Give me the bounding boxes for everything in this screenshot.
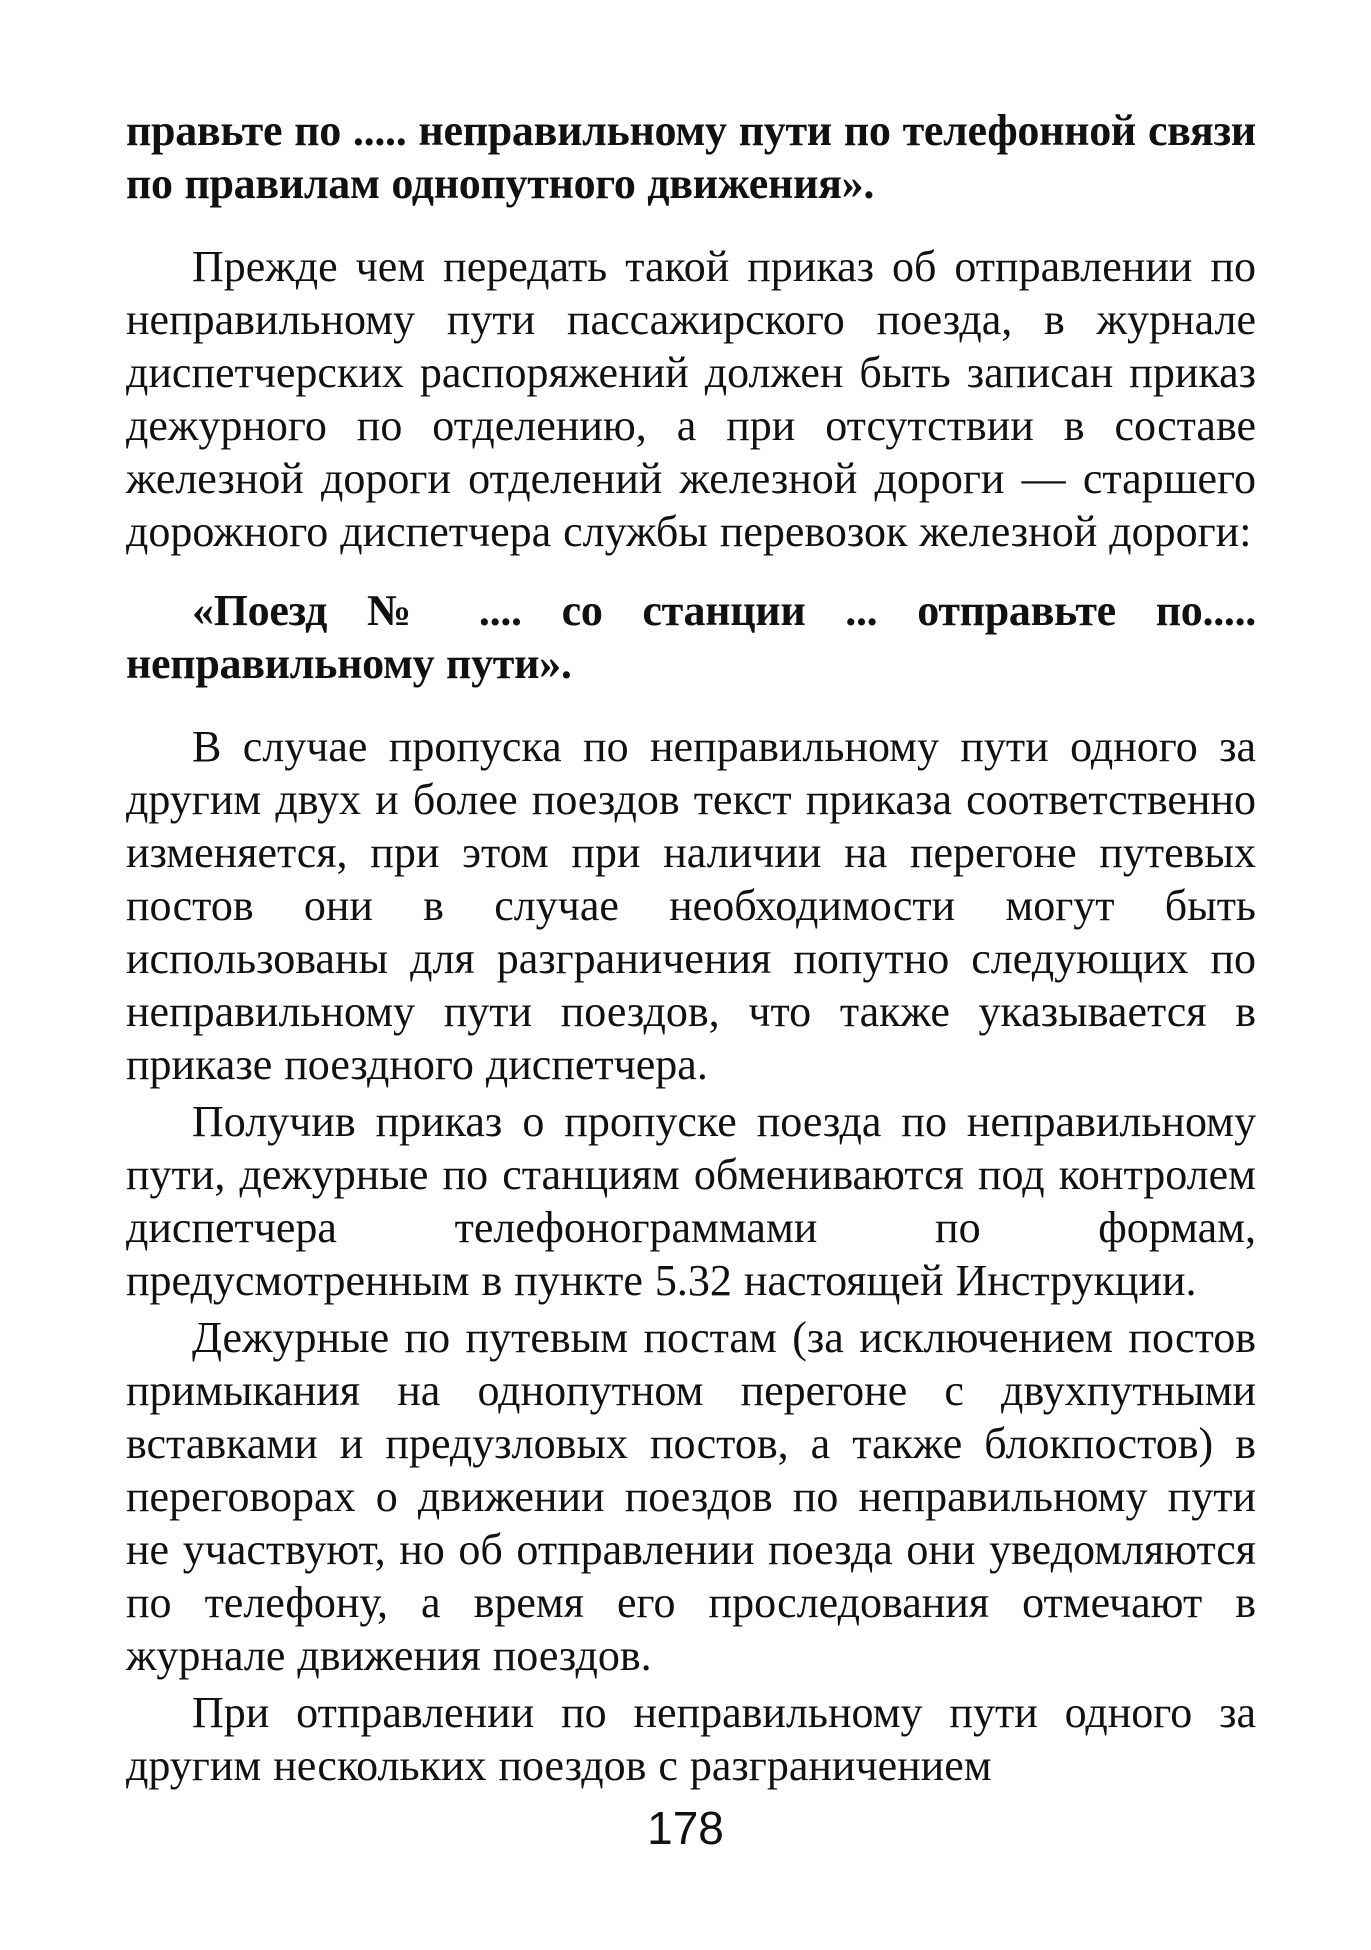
page-number: 178 bbox=[647, 1802, 724, 1854]
paragraph-telephonograms: Получив приказ о пропуске поезда по неправильному пути, дежурные по станциям обмениваются под контролем диспетчера телефонограммами по формам, предусмотренным в пункте 5.32 настоящей Инструкции. bbox=[126, 1097, 1256, 1305]
paragraph-prior-order: Прежде чем передать такой приказ об отправлении по неправильному пути пассажирского поезда, в журнале диспетчерских распоряжений должен быть записан приказ дежурного по отделению, а при отсутствии в составе железной дороги отделений железной дороги — старшего дорожного диспетчера службы перевозок железной дороги: bbox=[126, 242, 1256, 556]
paragraph-multiple-trains: В случае пропуска по неправильному пути одного за другим двух и более поездов текст приказа соответственно изменяется, при этом при наличии на перегоне путевых постов они в случае необходимости могут быть использованы для разграничения попутно следующих по неправильному пути поездов, что также указывается в приказе поездного диспетчера. bbox=[126, 722, 1256, 1089]
paragraph-track-posts: Дежурные по путевым постам (за исключением постов примыкания на однопутном перегоне с двухпутными вставками и предузловых постов, а также блокпостов) в переговорах о движении поездов по неправильному пути не участвуют, но об отправлении поезда они уведомляются по телефону, а время его проследования отмечают в журнале движения поездов. bbox=[126, 1313, 1256, 1680]
order-text: «Поезд № .... со станции ... отправьте по..... неправильному пути». bbox=[126, 586, 1256, 688]
paragraph-continued: При отправлении по неправильному пути одного за другим нескольких поездов с разграничением bbox=[126, 1688, 1256, 1790]
page-body bbox=[126, 104, 1256, 1792]
continued-order-text: правьте по ..... неправильному пути по телефонной связи по правилам однопутного движения». bbox=[126, 106, 1256, 208]
